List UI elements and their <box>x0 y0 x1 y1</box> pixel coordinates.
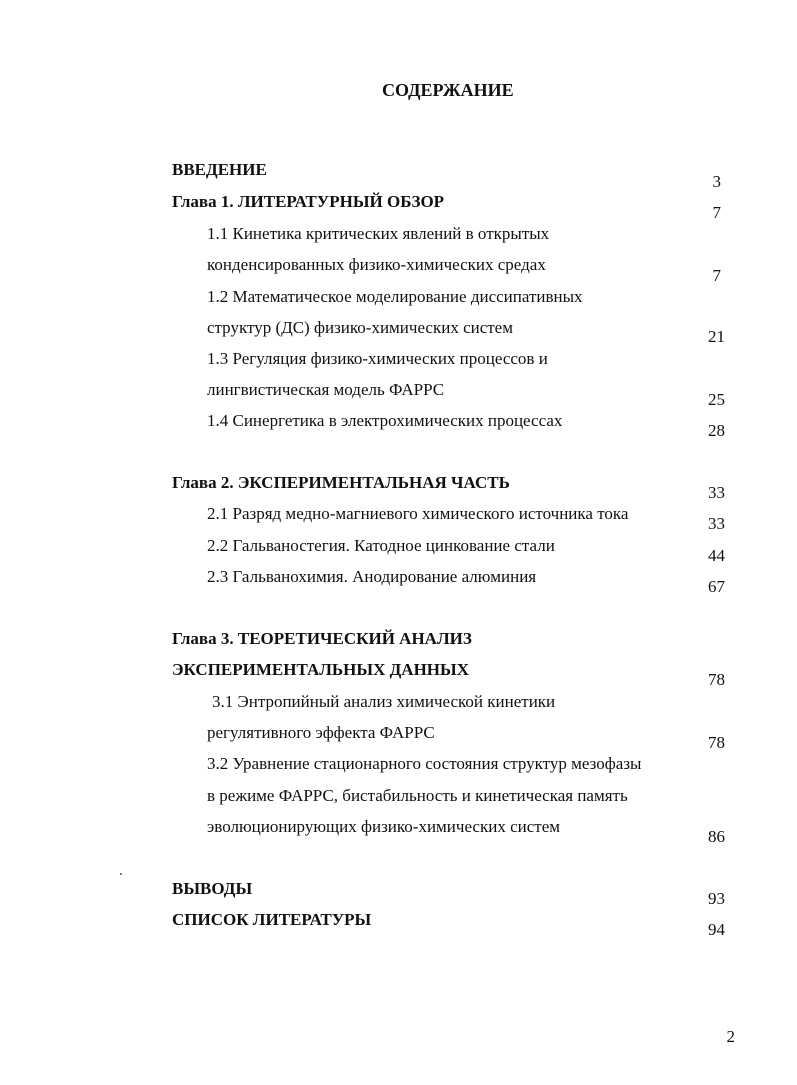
toc-section-2-3-page: 67 <box>708 577 725 596</box>
toc-section-1-3-line2: лингвистическая модель ФАРРС <box>207 380 445 399</box>
toc-section-2-3: 2.3 Гальванохимия. Анодирование алюминия <box>207 567 537 586</box>
page-number: 2 <box>726 1027 735 1046</box>
toc-section-1-4: 1.4 Синергетика в электрохимических процессах <box>207 411 563 430</box>
toc-section-3-1-page: 78 <box>708 733 725 752</box>
toc-section-1-1-line1: 1.1 Кинетика критических явлений в открытых <box>207 224 550 243</box>
toc-section-1-2-page: 21 <box>708 327 725 346</box>
toc-chapter-3-page: 78 <box>708 670 725 689</box>
toc-section-3-2-line1: 3.2 Уравнение стационарного состояния структур мезофазы <box>207 754 642 773</box>
toc-section-1-1-line2: конденсированных физико-химических средах <box>207 255 546 274</box>
toc-section-3-2-line2: в режиме ФАРРС, бистабильность и кинетическая память <box>207 786 628 805</box>
toc-section-3-1-line1: 3.1 Энтропийный анализ химической кинетики <box>212 692 556 711</box>
toc-references-page: 94 <box>708 920 725 939</box>
toc-section-2-1-page: 33 <box>708 514 725 533</box>
toc-section-1-2-line2: структур (ДС) физико-химических систем <box>207 318 513 337</box>
toc-section-1-3-page: 25 <box>708 390 725 409</box>
toc-chapter-2: Глава 2. ЭКСПЕРИМЕНТАЛЬНАЯ ЧАСТЬ <box>172 473 510 492</box>
toc-intro-page: 3 <box>712 172 721 191</box>
toc-conclusions-page: 93 <box>708 889 725 908</box>
toc-section-1-2-line1: 1.2 Математическое моделирование диссипативных <box>207 287 583 306</box>
toc-section-1-1-page: 7 <box>712 266 721 285</box>
toc-chapter-1-page: 7 <box>712 203 721 222</box>
toc-intro: ВВЕДЕНИЕ <box>172 160 267 179</box>
toc-chapter-1: Глава 1. ЛИТЕРАТУРНЫЙ ОБЗОР <box>172 192 445 211</box>
toc-references: СПИСОК ЛИТЕРАТУРЫ <box>172 910 372 929</box>
toc-section-2-2-page: 44 <box>708 546 725 565</box>
page-title: СОДЕРЖАНИЕ <box>382 80 514 100</box>
scan-speck <box>120 873 122 875</box>
toc-chapter-3-line2: ЭКСПЕРИМЕНТАЛЬНЫХ ДАННЫХ <box>172 660 469 679</box>
toc-section-3-1-line2: регулятивного эффекта ФАРРС <box>207 723 435 742</box>
toc-section-1-4-page: 28 <box>708 421 725 440</box>
toc-chapter-2-page: 33 <box>708 483 725 502</box>
toc-conclusions: ВЫВОДЫ <box>172 879 253 898</box>
toc-section-2-1: 2.1 Разряд медно-магниевого химического источника тока <box>207 504 629 523</box>
toc-section-2-2: 2.2 Гальваностегия. Катодное цинкование стали <box>207 536 555 555</box>
toc-chapter-3-line1: Глава 3. ТЕОРЕТИЧЕСКИЙ АНАЛИЗ <box>172 629 472 648</box>
toc-section-3-2-page: 86 <box>708 827 725 846</box>
toc-section-1-3-line1: 1.3 Регуляция физико-химических процессов и <box>207 349 548 368</box>
toc-section-3-2-line3: эволюционирующих физико-химических систем <box>207 817 560 836</box>
